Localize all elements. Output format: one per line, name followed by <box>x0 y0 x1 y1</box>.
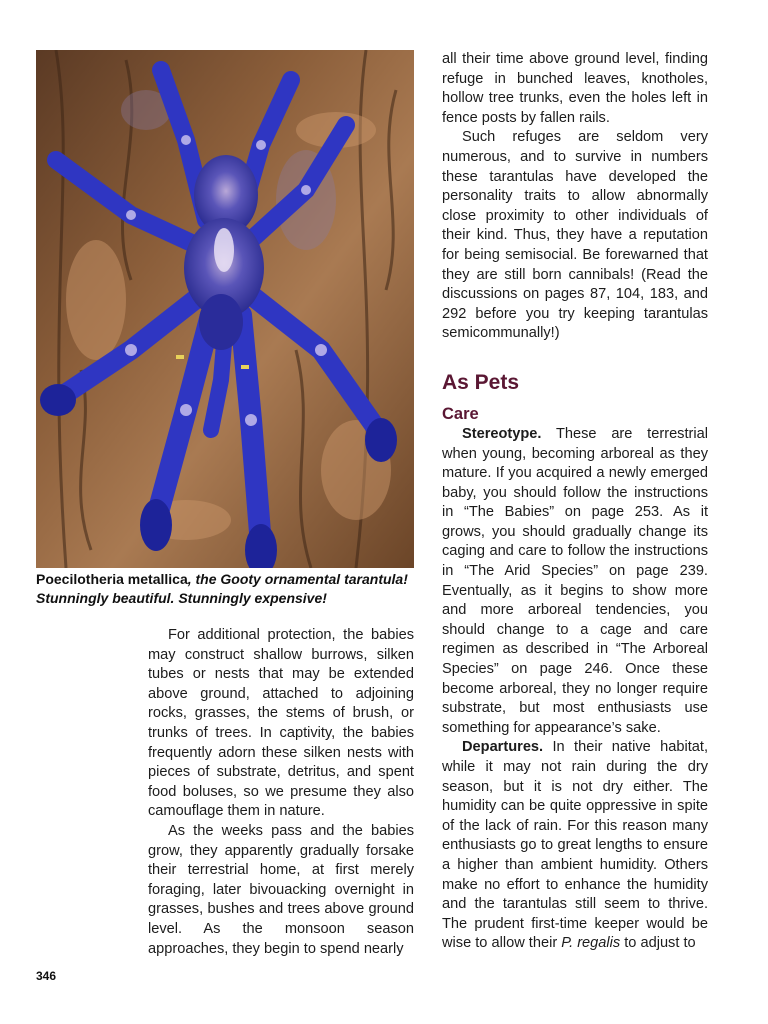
tarantula-photo <box>36 50 414 568</box>
paragraph: Such refuges are seldom very numerous, and to survive in numbers these tarantulas have developed the personality traits to allow abnormally close proximity to other individuals of their kind. Thus, they have a reputation for being semisocial. Be forewarned that they are still born cannibals! (Read the discussions on pages 87, 104, 183, and 292 before you try keeping tarantulas semicommunally!) <box>442 129 708 342</box>
paragraph-text: to adjust to <box>620 935 696 952</box>
run-in-heading: Departures. <box>462 739 544 756</box>
subsection-heading: Care <box>442 404 479 423</box>
tarantula-illustration <box>36 50 414 568</box>
paragraph: all their time above ground level, finding refuge in bunched leaves, knotholes, hollow tree trunks, even the holes left in fence posts by fallen rails. <box>442 51 708 126</box>
paragraph <box>442 425 708 739</box>
photo-caption <box>36 570 428 608</box>
left-text-column <box>148 626 414 959</box>
species-name: P. regalis <box>561 935 621 952</box>
page-number: 346 <box>36 969 57 983</box>
paragraph: As the weeks pass and the babies grow, they apparently gradually forsake their terrestrial home, at first merely foraging, later bivouacking overnight in grasses, bushes and trees above ground level. As the monsoon season approaches, they begin to spend nearly <box>148 822 414 957</box>
caption-species: Poecilotheria metallica <box>36 571 188 587</box>
paragraph <box>442 738 708 954</box>
paragraph-text: In their native habitat, while it may not rain during the dry season, but it is not dry either. The humidity can be quite oppressive in spite of the lack of rain. For this reason many enthusiasts go to great lengths to ensure a higher than ambient humidity. Others make no effort to enhance the humidity and the tarantulas still seem to thrive. The prudent first-time keeper would be wise to allow their <box>442 739 708 952</box>
right-text-column <box>442 50 708 954</box>
run-in-heading: Stereotype. <box>462 425 542 442</box>
paragraph-text: These are terrestrial when young, becoming arboreal as they mature. If you acquired a newly emerged baby, you should follow the instructions in “The Babies” on page 253. As it grows, you should gradually change its caging and care to follow the instructions in “The Arid Species” on page 239. Eventually, as it begins to show more and more arboreal tendencies, you should change to a cage and care regimen as described in “The Arboreal Species” on page 246. Once these become arboreal, they no longer require substrate, but most enthusiasts use something for appearance’s sake. <box>442 425 708 736</box>
paragraph: For additional protection, the babies may construct shallow burrows, silken tubes or nests that may be extended above ground, attached to adjoining rocks, grasses, the stems of brush, or trunks of trees. In captivity, the babies frequently adorn these silken nests with pieces of substrate, detritus, and spent food boluses, so we presume they also camouflage them in nature. <box>148 627 414 820</box>
caption-text: , the Gooty ornamental tarantula! Stunningly beautiful. Stunningly expensive! <box>36 571 408 606</box>
section-heading: As Pets <box>442 370 520 394</box>
